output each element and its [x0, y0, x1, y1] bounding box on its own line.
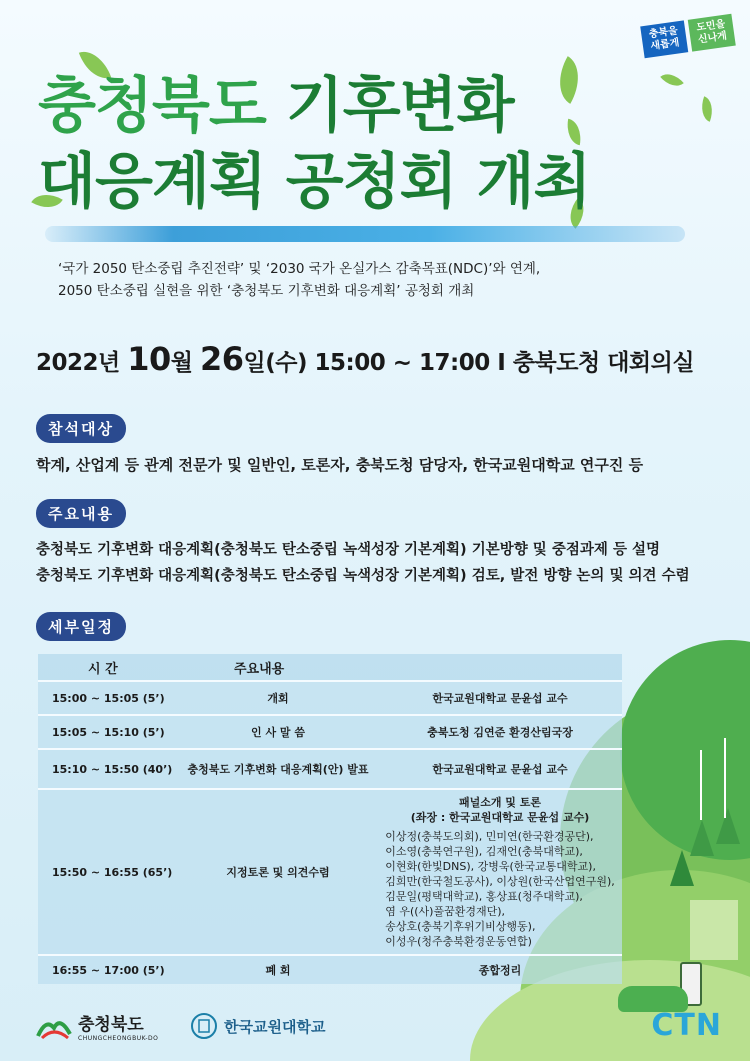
panel-member: 이소영(충북연구원), 김재언(충북대학교),	[385, 845, 583, 858]
knue-name: 한국교원대학교	[224, 1017, 326, 1036]
row-time: 15:05 ~ 15:10 (5’)	[52, 725, 165, 739]
table-row	[38, 954, 622, 984]
title-part-2: 기후변화	[285, 71, 514, 141]
chungbuk-name: 충청북도	[78, 1015, 144, 1035]
subtitle-line-2: 2050 탄소중립 실현을 위한 ‘충청북도 기후변화 대응계획’ 공청회 개최	[58, 283, 475, 299]
subtitle-line-1: ‘국가 2050 탄소중립 추진전략’ 및 ‘2030 국가 온실가스 감축목표(NDC)’와 연계,	[58, 261, 541, 277]
tree-icon	[670, 850, 694, 886]
windmill-icon	[724, 738, 726, 818]
title-underline-brush	[45, 226, 685, 242]
title-line-2: 대응계획 공청회 개최	[38, 147, 591, 217]
row-item: 인 사 말 씀	[251, 726, 305, 739]
panel-member: 김희만(한국철도공사), 이상원(한국산업연구원),	[385, 875, 615, 888]
row-item: 지정토론 및 의견수렴	[226, 866, 330, 879]
row-time: 15:00 ~ 15:05 (5’)	[52, 691, 165, 705]
panel-member: 염 우((사)풀꿈환경재단),	[385, 905, 506, 918]
date-month: 10	[127, 340, 171, 378]
row-item: 개회	[267, 692, 289, 705]
chungbuk-sub: CHUNGCHEONGBUK-DO	[78, 1035, 159, 1042]
attendees-text: 학계, 산업계 등 관계 전문가 및 일반인, 토론자, 충북도청 담당자, 한국교원대학교 연구진 등	[36, 456, 644, 474]
panel-chair: (좌장 : 한국교원대학교 문윤섭 교수)	[410, 811, 590, 824]
row-item: 충청북도 기후변화 대응계획(안) 발표	[187, 763, 369, 776]
row-time: 15:50 ~ 16:55 (65’)	[52, 865, 173, 879]
title-line-1	[38, 68, 718, 144]
date-day-unit: 일(수)	[243, 350, 308, 376]
table-row	[38, 788, 622, 954]
panel-member: 이상정(충북도의회), 민미연(한국환경공단),	[385, 830, 594, 843]
knue-emblem-icon	[190, 1012, 218, 1040]
header-time: 시 간	[88, 661, 118, 677]
title-part-1: 충청북도	[38, 71, 266, 141]
schedule-table	[38, 654, 622, 984]
panel-member: 김문일(평택대학교), 홍상표(청주대학교),	[385, 890, 583, 903]
row-person: 종합정리	[478, 964, 522, 977]
section-label-contents: 주요내용	[36, 499, 126, 528]
chungbuk-mountain-icon	[36, 1012, 72, 1040]
panel-member: 이성우(청주충북환경운동연합)	[385, 935, 532, 948]
event-date-line	[36, 340, 694, 378]
panel-cell	[378, 787, 622, 957]
row-time: 15:10 ~ 15:50 (40’)	[52, 762, 173, 776]
ctn-watermark: CTN	[651, 1008, 722, 1043]
row-person: 한국교원대학교 문윤섭 교수	[432, 763, 568, 776]
slogan-right: 도민을 신나게	[688, 14, 736, 52]
subtitle	[58, 258, 540, 302]
building-illustration	[690, 900, 738, 960]
contents-line-1: 충청북도 기후변화 대응계획(충청북도 탄소중립 녹색성장 기본계획) 기본방향 및 중점과제 등 설명	[36, 542, 661, 558]
panel-member: 이현화(한빛DNS), 강병욱(한국교통대학교),	[385, 860, 596, 873]
contents-text	[36, 537, 690, 589]
slogan-left: 충북을 새롭게	[640, 20, 688, 58]
date-month-unit: 월	[170, 350, 193, 376]
panel-title: 패널소개 및 토론	[458, 796, 542, 809]
row-person: 한국교원대학교 문윤섭 교수	[432, 692, 568, 705]
section-label-schedule: 세부일정	[36, 612, 126, 641]
section-label-attendees: 참석대상	[36, 414, 126, 443]
chungbuk-logo	[36, 1010, 158, 1042]
table-row	[38, 680, 622, 714]
schedule-header-row	[38, 654, 622, 680]
row-person: 충북도청 김연준 환경산림국장	[427, 726, 573, 739]
row-time: 16:55 ~ 17:00 (5’)	[52, 963, 165, 977]
header-item: 주요내용	[234, 661, 285, 677]
knue-logo	[190, 1012, 325, 1040]
date-time-place: 15:00 ~ 17:00 I 충북도청 대회의실	[314, 350, 695, 376]
panel-member: 송상호(충북기후위기비상행동),	[385, 920, 536, 933]
table-row	[38, 714, 622, 748]
date-year: 2022년	[36, 350, 120, 376]
row-item: 폐 회	[265, 964, 291, 977]
page-title	[38, 68, 718, 220]
brand-slogan-logo	[640, 14, 736, 58]
panel-list	[385, 829, 615, 949]
tree-icon	[716, 808, 740, 844]
windmill-icon	[700, 750, 702, 820]
date-day: 26	[200, 340, 244, 378]
contents-line-2: 충청북도 기후변화 대응계획(충청북도 탄소중립 녹색성장 기본계획) 검토, 발전 방향 논의 및 의견 수렴	[36, 568, 690, 584]
table-row	[38, 748, 622, 788]
